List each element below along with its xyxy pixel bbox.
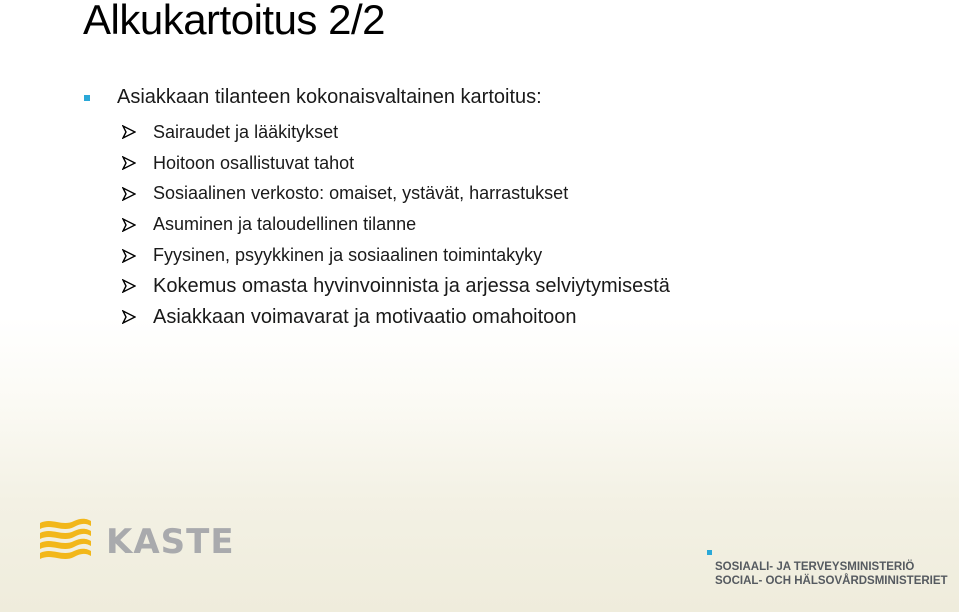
list-item-text: Sairaudet ja lääkitykset xyxy=(153,121,339,142)
list-item xyxy=(122,209,670,240)
list-item xyxy=(122,302,670,333)
arrowhead-bullet-icon xyxy=(122,218,136,232)
list-item xyxy=(122,179,670,210)
arrowhead-bullet-icon xyxy=(122,125,136,139)
arrowhead-bullet-icon xyxy=(122,156,136,170)
kaste-logo-text: KASTE xyxy=(106,522,235,562)
list-item-text: Kokemus omasta hyvinvoinnista ja arjessa selviytymisestä xyxy=(153,274,670,297)
kaste-wave-icon xyxy=(38,517,92,567)
slide-title: Alkukartoitus 2/2 xyxy=(83,0,385,43)
arrowhead-bullet-icon xyxy=(122,279,136,293)
list-item-text: Fyysinen, psyykkinen ja sosiaalinen toimintakyky xyxy=(153,245,543,266)
list-item-text: Asuminen ja taloudellinen tilanne xyxy=(153,214,417,235)
list-item-text: Sosiaalinen verkosto: omaiset, ystävät, harrastukset xyxy=(153,183,569,204)
ministry-square-icon xyxy=(707,550,712,555)
main-bullet xyxy=(84,86,542,109)
list-item xyxy=(122,240,670,271)
list-item-text: Hoitoon osallistuvat tahot xyxy=(153,152,355,173)
kaste-logo xyxy=(38,517,235,567)
arrowhead-bullet-icon xyxy=(122,310,136,324)
sub-bullet-list xyxy=(122,117,670,333)
ministry-name-swedish: SOCIAL- OCH HÄLSOVÅRDSMINISTERIET xyxy=(715,575,948,587)
main-bullet-text: Asiakkaan tilanteen kokonaisvaltainen kartoitus: xyxy=(117,86,542,108)
list-item xyxy=(122,148,670,179)
square-bullet-icon xyxy=(84,95,90,101)
list-item xyxy=(122,117,670,148)
arrowhead-bullet-icon xyxy=(122,249,136,263)
ministry-name-finnish: SOSIAALI- JA TERVEYSMINISTERIÖ xyxy=(715,561,915,573)
list-item-text: Asiakkaan voimavarat ja motivaatio omahoitoon xyxy=(153,305,577,328)
list-item xyxy=(122,271,670,302)
arrowhead-bullet-icon xyxy=(122,187,136,201)
